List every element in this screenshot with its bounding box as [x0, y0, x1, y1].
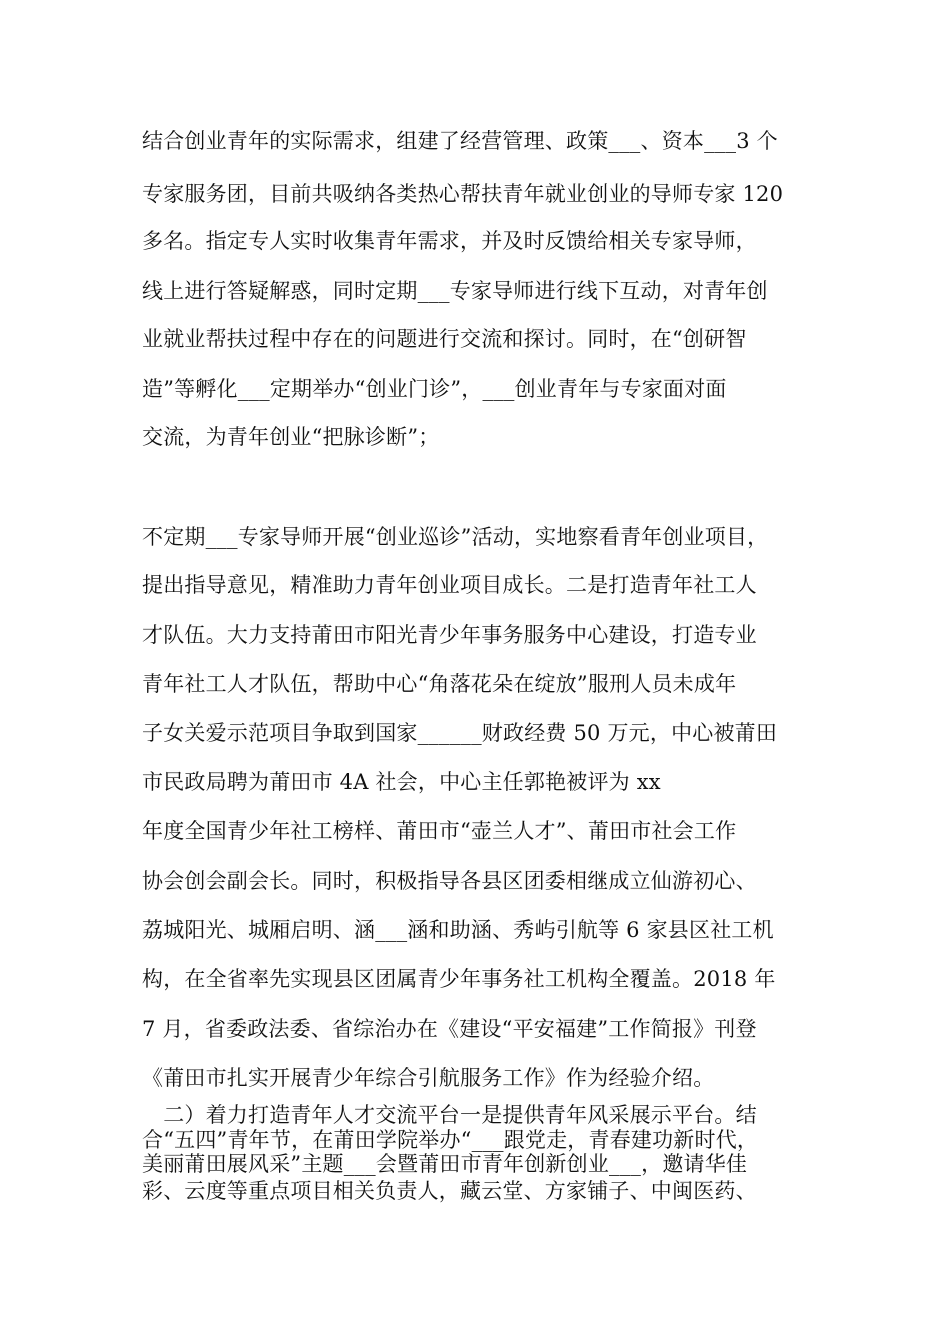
text-line: 子女关爱示范项目争取到国家______财政经费 50 万元，中心被莆田 — [142, 721, 778, 745]
text-line: 《莆田市扎实开展青少年综合引航服务工作》作为经验介绍。 — [142, 1066, 715, 1090]
text-line: 市民政局聘为莆田市 4A 社会，中心主任郭艳被评为 xx — [142, 770, 661, 794]
text-line: 多名。指定专人实时收集青年需求，并及时反馈给相关专家导师， — [142, 229, 757, 253]
text-line: 青年社工人才队伍，帮助中心“角落花朵在绽放”服刑人员未成年 — [142, 672, 737, 696]
text-line: 协会创会副会长。同时，积极指导各县区团委相继成立仙游初心、 — [142, 869, 757, 893]
text-line: 美丽莆田展风采”主题___会暨莆田市青年创新创业___，邀请华佳 — [142, 1152, 748, 1176]
text-line: 造”等孵化___定期举办“创业门诊”，___创业青年与专家面对面 — [142, 377, 727, 401]
text-line: 7 月，省委政法委、省综治办在《建设“平安福建”工作简报》刊登 — [142, 1017, 757, 1041]
text-line: 不定期___专家导师开展“创业巡诊”活动，实地察看青年创业项目， — [142, 525, 769, 549]
text-line: 结合创业青年的实际需求，组建了经营管理、政策___、资本___3 个 — [142, 129, 778, 153]
text-line: 合“五四”青年节，在莆田学院举办“___跟党走，青春建功新时代， — [142, 1128, 759, 1152]
text-line: 业就业帮扶过程中存在的问题进行交流和探讨。同时，在“创研智 — [142, 327, 747, 351]
text-line: 二）着力打造青年人才交流平台一是提供青年风采展示平台。结 — [142, 1103, 757, 1127]
text-line: 荔城阳光、城厢启明、涵___涵和助涵、秀屿引航等 6 家县区社工机 — [142, 918, 774, 942]
text-line: 才队伍。大力支持莆田市阳光青少年事务服务中心建设，打造专业 — [142, 623, 757, 647]
text-line: 年度全国青少年社工榜样、莆田市“壶兰人才”、莆田市社会工作 — [142, 819, 737, 843]
text-line: 彩、云度等重点项目相关负责人，藏云堂、方家铺子、中闽医药、 — [142, 1179, 757, 1203]
text-line: 交流，为青年创业“把脉诊断”； — [142, 425, 440, 449]
text-line: 专家服务团，目前共吸纳各类热心帮扶青年就业创业的导师专家 120 — [142, 182, 784, 206]
text-line: 线上进行答疑解惑，同时定期___专家导师进行线下互动，对青年创 — [142, 279, 768, 303]
text-line: 提出指导意见，精准助力青年创业项目成长。二是打造青年社工人 — [142, 573, 757, 597]
text-line: 构，在全省率先实现县区团属青少年事务社工机构全覆盖。2018 年 — [142, 967, 776, 991]
